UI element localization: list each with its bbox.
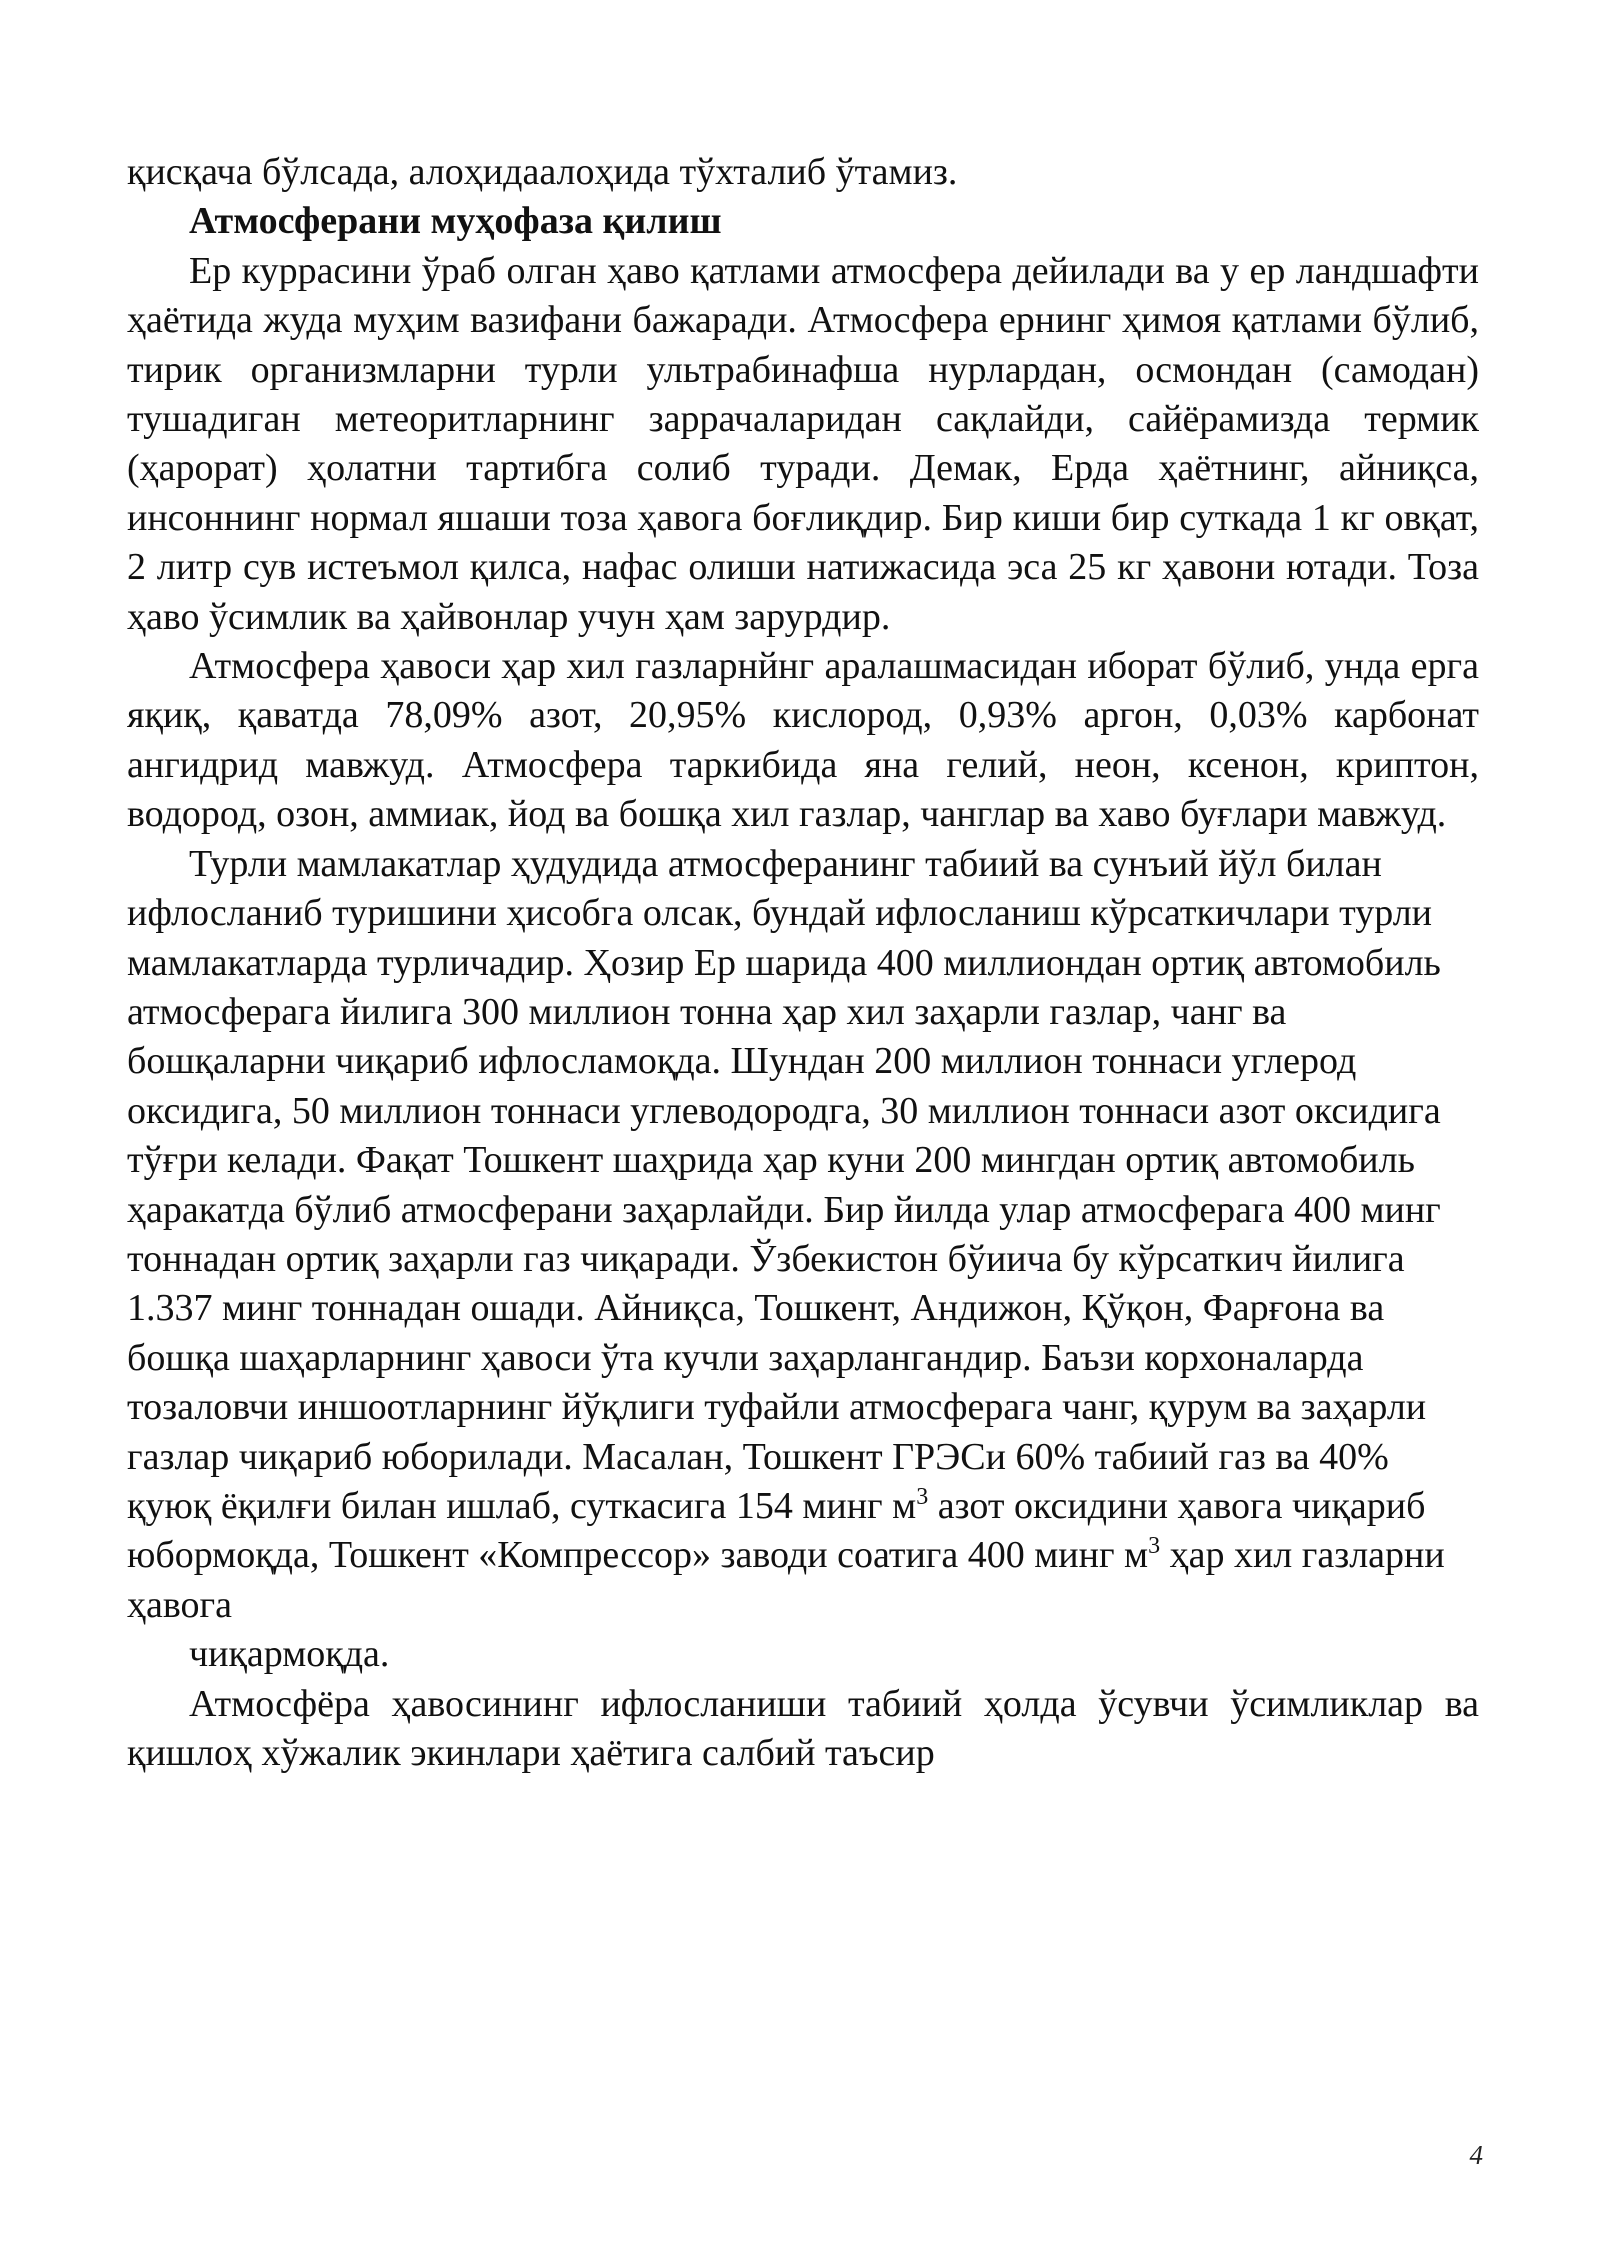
paragraph-3-part-1: Турли мамлакатлар ҳудудида атмосферанинг табиий ва сунъий йўл билан ифлосланиб туришини ҳисобга олсак, бундай ифлосланиш кўрсаткичлари турли мамлакатларда турличадир. Ҳозир Ер шарида 400 миллиондан ортиқ автомобиль атмосферага йилига 300 миллион тонна ҳар хил заҳарли газлар, чанг ва бошқаларни чиқариб ифлосламоқда. Шундан 200 миллион тоннаси углерод оксидига, 50 миллион тоннаси углеводородга, 30 миллион тоннаси азот оксидига тўғри келади. Фақат Тошкент шаҳрида ҳар куни 200 мингдан ортиқ автомобиль ҳаракатда бўлиб атмосферани заҳарлайди. Бир йилда улар атмосферага 400 минг тоннадан ортиқ заҳарли газ чиқаради. Ўзбекистон бўиича бу кўрсаткич йилига 1.337 минг тоннадан ошади. Айниқса, Тошкент, Андижон, Қўқон, Фарғона ва бошқа шаҳарларнинг ҳавоси ўта кучли заҳарлангандир. Баъзи корхоналарда тозаловчи иншоотларнинг йўқлиги туфайли атмосферага чанг, қурум ва заҳарли газлар чиқариб юборилади. Масалан, Тошкент ГРЭСи 60% табиий газ ва 40% қуюқ ёқилғи билан ишлаб, суткасига 154 минг м bbox=[127, 842, 1441, 1527]
lead-line: қисқача бўлсада, алоҳидаалоҳида тўхталиб ўтамиз. bbox=[127, 151, 958, 193]
paragraph-1: Ер куррасини ўраб олган ҳаво қатлами атмосфера дейилади ва у ер ландшафти ҳаётида жуда муҳим вазифани бажаради. Атмосфера ернинг ҳимоя қатлами бўлиб, тирик организмларни турли ультрабинафша нурлардан, осмондан (самодан) тушадиган метеоритларнинг заррачаларидан сақлайди, сайёрамизда термик (ҳарорат) ҳолатни тартибга солиб туради. Демак, Ерда ҳаётнинг, айниқса, инсоннинг нормал яшаши тоза ҳавога боғлиқдир. Бир киши бир суткада 1 кг овқат, 2 литр сув истеъмол қилса, нафас олиши натижасида эса 25 кг ҳавони ютади. Тоза ҳаво ўсимлик ва ҳайвонлар учун ҳам зарурдир. bbox=[127, 249, 1479, 638]
paragraph-3 bbox=[127, 840, 1479, 1631]
page-number: 4 bbox=[1469, 2140, 1483, 2170]
paragraph-4: Атмосфёра ҳавосининг ифлосланиши табиий ҳолда ўсувчи ўсимликлар ва қишлоҳ хўжалик экинлари ҳаётига салбий таъсир bbox=[127, 1682, 1479, 1774]
paragraph-3-part-2: азот оксидини ҳавога чиқариб юбормоқда, Тошкент «Компрессор» заводи соатига 400 минг м bbox=[127, 1484, 1426, 1577]
paragraph-2: Атмосфера ҳавоси ҳар хил газларнйнг аралашмасидан иборат бўлиб, унда ерга яқиқ, қаватда 78,09% азот, 20,95% кислород, 0,93% аргон, 0,03% карбонат ангидрид мавжуд. Атмосфера таркибида яна гелий, неон, ксенон, криптон, водород, озон, аммиак, йод ва бошқа хил газлар, чанглар ва хаво буғлари мавжуд. bbox=[127, 645, 1479, 836]
section-heading: Атмосферани муҳофаза қилиш bbox=[189, 200, 722, 243]
body-text bbox=[127, 148, 1479, 1778]
continuation-line: чиқармоқда. bbox=[189, 1633, 390, 1676]
paragraph-3-part-3: ҳар хил газларни ҳавога bbox=[127, 1534, 1445, 1626]
superscript-cubic-2: 3 bbox=[1148, 1533, 1161, 1560]
superscript-cubic-1: 3 bbox=[916, 1483, 929, 1510]
